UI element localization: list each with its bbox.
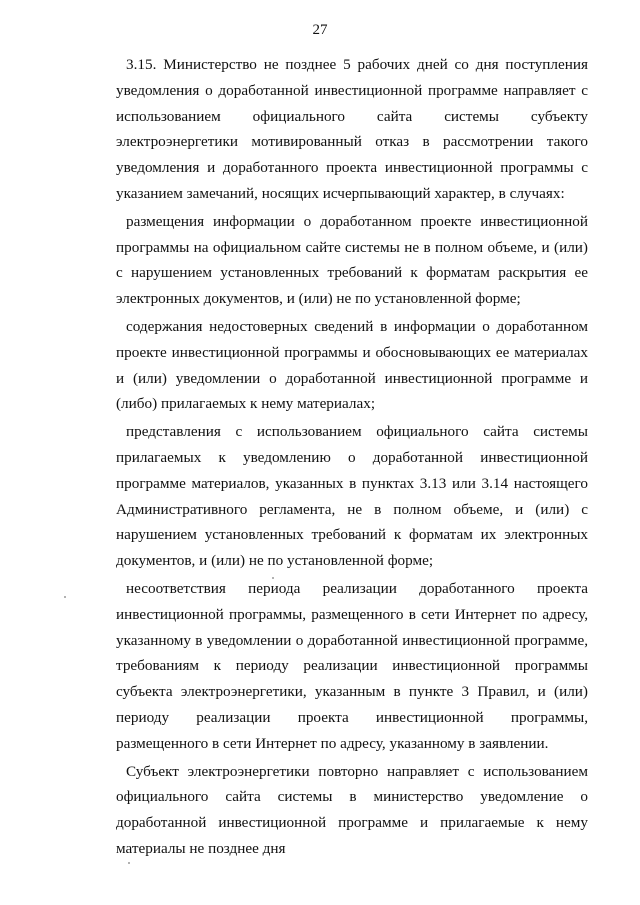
- scan-speck: [64, 596, 66, 598]
- document-body: [116, 52, 588, 862]
- paragraph-case-false-data: содержания недостоверных сведений в информации о доработанном проекте инвестиционной программы и обосновывающих ее материалах и (или) уведомлении о доработанной инвестиционной программе и (либо) прилагаемых к нему материалах;: [116, 317, 588, 413]
- paragraph-case-incomplete-info: размещения информации о доработанном проекте инвестиционной программы на официальном сайте системы не в полном объеме, и (или) с нарушением установленных требований к форматам раскрытия ее электронных документов, и (или) не по установленной форме;: [116, 212, 588, 308]
- paragraph-3-15: 3.15. Министерство не позднее 5 рабочих дней со дня поступления уведомления о доработанной инвестиционной программе направляет с использованием официального сайта системы субъекту электроэнергетики мотивированный отказ в рассмотрении такого уведомления и доработанного проекта инвестиционной программы с указанием замечаний, носящих исчерпывающий характер, в случаях:: [116, 56, 588, 202]
- paragraph-resubmission: Субъект электроэнергетики повторно направляет с использованием официального сайта системы в министерство уведомление о доработанной инвестиционной программе и прилагаемые к нему материалы не позднее дня: [116, 762, 588, 857]
- page-number: 27: [312, 22, 328, 38]
- paragraph-case-materials: представления с использованием официального сайта системы прилагаемых к уведомлению о доработанной инвестиционной программе материалов, указанных в пунктах 3.13 или 3.14 настоящего Административного регламента, не в полном объеме, и (или) с нарушением установленных требований к форматам их электронных документов, и (или) не по установленной форме;: [116, 423, 588, 570]
- paragraph-case-period-mismatch: несоответствия периода реализации доработанного проекта инвестиционной программы, размещенного в сети Интернет по адресу, указанному в уведомлении о доработанной инвестиционной программе, требованиям к периоду реализации инвестиционной программы субъекта электроэнергетики, указанным в пункте 3 Правил, и (или) периоду реализации проекта инвестиционной программы, размещенного в сети Интернет по адресу, указанному в заявлении.: [116, 579, 588, 752]
- scan-speck: [272, 577, 274, 579]
- scan-speck: [128, 862, 130, 864]
